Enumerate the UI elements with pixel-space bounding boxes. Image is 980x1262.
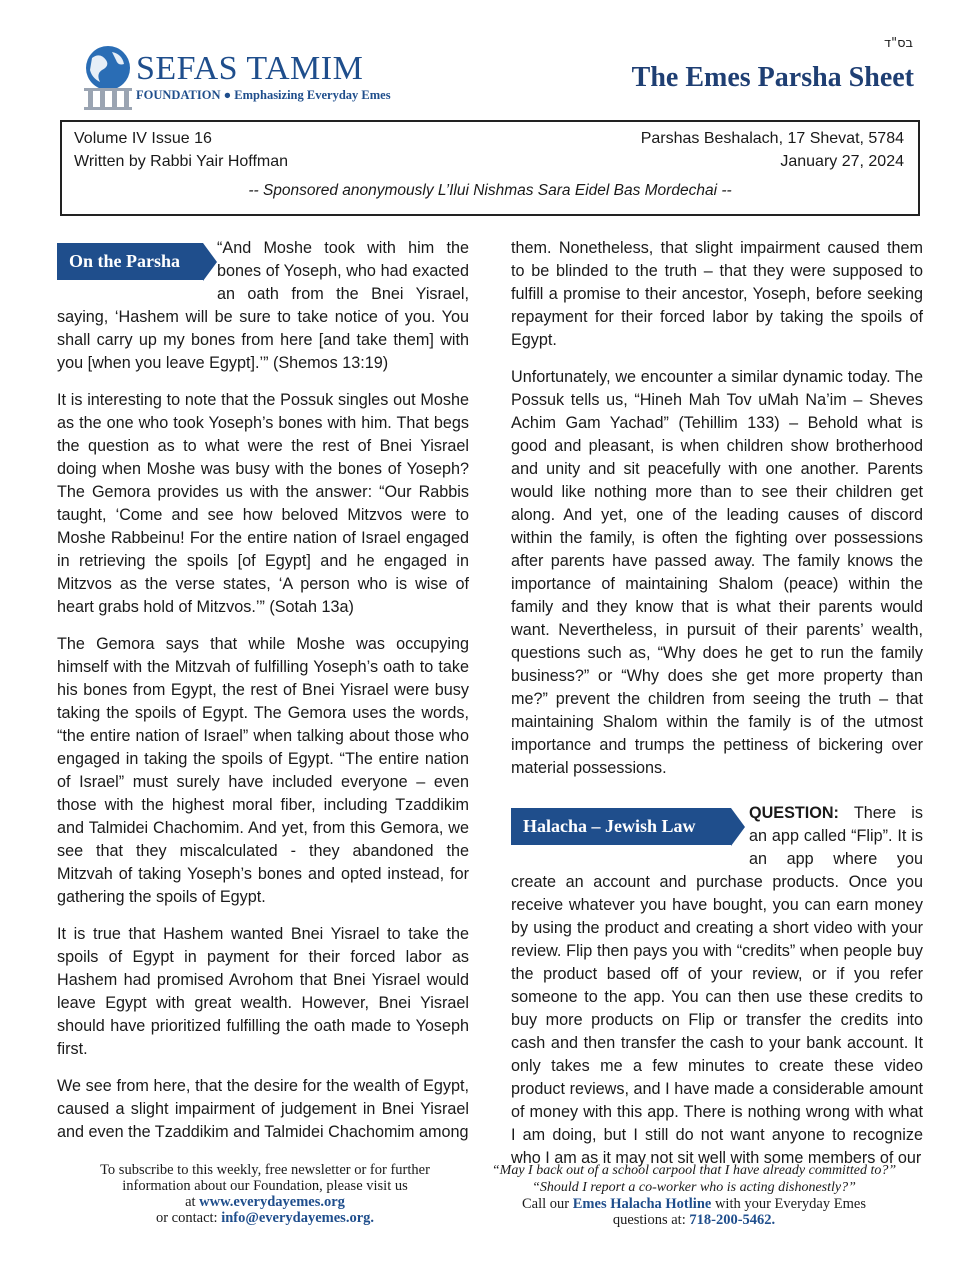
paragraph: It is interesting to note that the Possuk singles out Moshe as the one who took Yoseph’s bones with him. That begs the question as to what were the rest of Bnei Yisrael doing when Moshe was busy with the bones of Yoseph? The Gemora provides us with the answer: “Our Rabbis taught, ‘Come and see how beloved Mitzvos were to Moshe Rabbeinu! For the entire nation of Israel engaged in retrieving the spoils [of Egypt] and he engaged in Mitzvos as the verse states, ‘A person who is wise of heart grabs hold of Mitzvos.’” (Sotah 13a)	[57, 391, 469, 616]
footer-subscribe	[60, 1162, 470, 1226]
pillars-icon	[84, 88, 132, 110]
paragraph: It is true that Hashem wanted Bnei Yisrael to take the spoils of Egypt in payment for their forced labor as Hashem had promised Avrohom that Bnei Yisrael would leave Egypt with great wealth. However, Bnei Yisrael should have prioritized fulfilling the oath made to Yoseph first.	[57, 925, 469, 1058]
bsd-mark: בס"ד	[884, 36, 914, 51]
sponsor-line: -- Sponsored anonymously L’Ilui Nishmas Sara Eidel Bas Mordechai --	[248, 182, 732, 199]
org-tagline: FOUNDATION ● Emphasizing Everyday Emes	[136, 88, 391, 102]
paragraph: We see from here, that the desire for the wealth of Egypt, caused a slight impairment of judgement in Bnei Yisrael and even the Tzaddikim and Talmidei Chachomim among	[57, 1077, 469, 1141]
footer-text: To subscribe to this weekly, free newsletter or for further	[100, 1162, 430, 1178]
question-paragraph	[511, 802, 923, 1170]
sheet-title: The Emes Parsha Sheet	[631, 62, 914, 93]
paragraph: Unfortunately, we encounter a similar dynamic today. The Possuk tells us, “Hineh Mah Tov uMah Na’im – Sheves Achim Gam Yachad” (Tehillim 133) – Behold what is good and pleasant, is when children show brotherhood and unity and sit peacefully with one another. Parents would like nothing more than to see their children get along. And yet, one of the leading causes of discord within the family, is often the fighting over possessions after parents have passed away. The family knows the importance of maintaining Shalom (peace) within the family and they know that is what their parents would want. Nevertheless, in pursuit of their parents’ wealth, questions such as, “Why does he get to run the family business?” or “Why does she get more property than me?” prevent the children from seeing the truth – that maintaining Shalom within the family is of the utmost importance and trumps the pettiness of bickering over material possessions.	[511, 368, 923, 777]
footer-text: or contact:	[155, 1210, 222, 1226]
column-left	[57, 237, 469, 1158]
parsha-date: Parshas Beshalach, 17 Shevat, 5784	[640, 130, 904, 147]
footer-text: questions at:	[612, 1212, 690, 1228]
question-text: There is an app called “Flip”. It is an app where you create an account and purchase products. Once you receive whatever you have bought, you can earn money by using the product and creating a short video with your review. Flip then pays you with “credits” when people buy the product based off of your review, or if you refer someone to the app. You can then use these credits to buy more products on Flip or transfer the credits into cash and then transfer the cash to your bank account. It only takes me a few minutes to create these video product reviews, and I have made a considerable amount of money with this app. There is nothing wrong with what I am doing, but I still do not want anyone to recognize who I am as it may not sit well with some members of our	[511, 804, 923, 1167]
hotline-name: Emes Halacha Hotline	[572, 1196, 712, 1212]
paragraph: them. Nonetheless, that slight impairment caused them to be blinded to the truth – that they were supposed to fulfill a promise to their ancestor, Yoseph, before seeking repayment for their forced labor by taking the spoils of Egypt.	[511, 239, 923, 349]
hotline-example-question: “Should I report a co-worker who is acting dishonestly?”	[532, 1180, 856, 1195]
org-name: SEFAS TAMIM	[136, 50, 364, 87]
paragraph: The Gemora says that while Moshe was occupying himself with the Mitzvah of fulfilling Yoseph’s oath to take his bones from Egypt, the rest of Bnei Yisrael were busy taking the spoils of Egypt. The Gemora uses the words, “the entire nation of Israel” when talking about those who engaged in taking the spoils of Egypt. “The entire nation of Israel” must surely have included everyone – even those with the highest moral fiber, including Tzaddikim and Talmidei Chachomim. And yet, from this Gemora, we see that they miscalculated - they abandoned the Mitzvah of taking Yoseph’s bones and opted instead, for gathering the spoils of Egypt.	[57, 635, 469, 906]
footer-hotline	[456, 1162, 932, 1228]
footer-text: information about our Foundation, please visit us	[122, 1178, 408, 1194]
section-banner-parsha: On the Parsha	[57, 243, 203, 280]
footer-text: with your Everyday Emes	[711, 1196, 866, 1212]
footer-text: Call our	[522, 1196, 573, 1212]
website-link[interactable]: www.everydayemes.org	[199, 1194, 345, 1210]
issue-info-box	[60, 120, 920, 216]
volume-issue: Volume IV Issue 16	[74, 130, 212, 147]
question-label: QUESTION:	[749, 804, 839, 822]
column-right	[511, 237, 923, 1184]
paragraph: “And Moshe took with him the bones of Yoseph, who had exacted an oath from the Bnei Yisrael, saying, ‘Hashem will be sure to take notice of you. You shall carry up my bones from here [and take them] with you [when you leave Egypt].’” (Shemos 13:19)	[57, 239, 469, 372]
section-banner-halacha: Halacha – Jewish Law	[511, 808, 731, 845]
author-line: Written by Rabbi Yair Hoffman	[74, 153, 289, 170]
email-link[interactable]: info@everydayemes.org.	[221, 1210, 375, 1226]
civil-date: January 27, 2024	[780, 153, 904, 170]
footer-text: at	[185, 1194, 200, 1210]
hotline-example-question: “May I back out of a school carpool that I have already committed to?”	[491, 1163, 897, 1178]
hotline-phone[interactable]: 718-200-5462.	[689, 1212, 776, 1228]
